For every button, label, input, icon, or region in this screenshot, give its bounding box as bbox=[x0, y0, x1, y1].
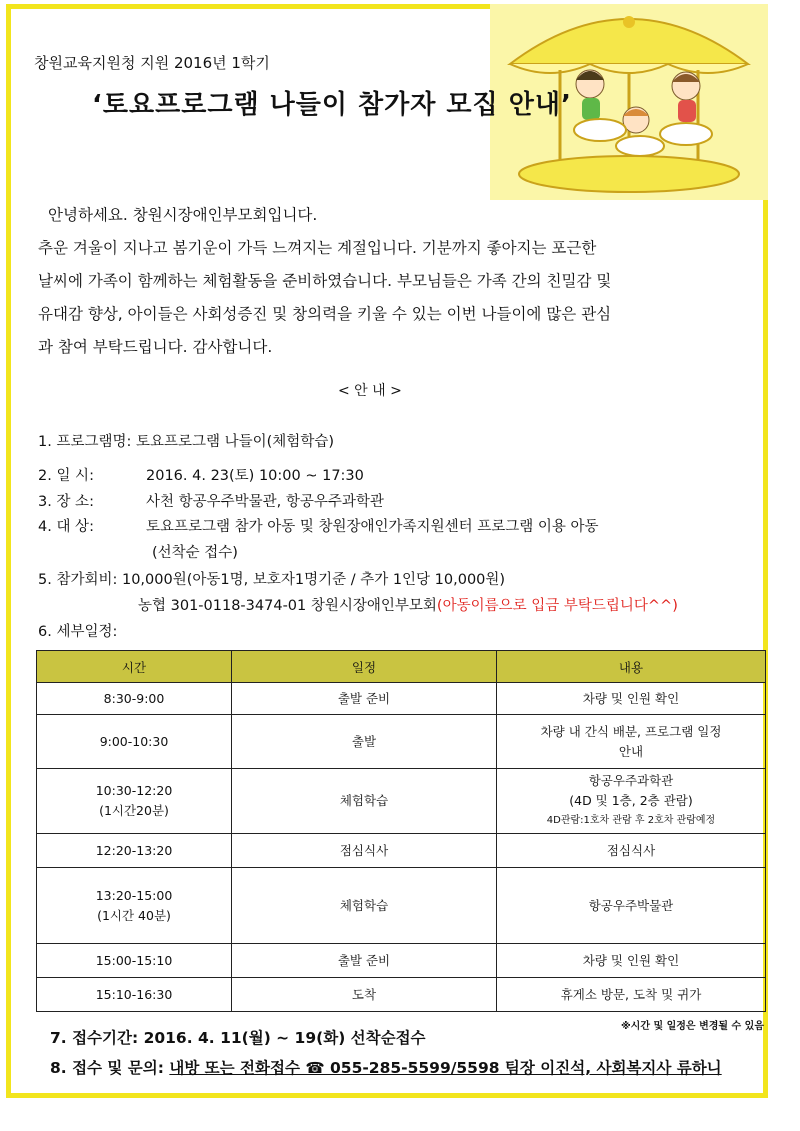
row-time: 15:00-15:10 bbox=[37, 944, 232, 978]
row-content: 휴게소 방문, 도착 및 귀가 bbox=[497, 978, 766, 1012]
item-account bbox=[138, 594, 678, 615]
time-duration: (1시간20분) bbox=[99, 803, 169, 818]
intro-line-1: 추운 겨울이 지나고 봄기운이 가득 느껴지는 계절입니다. 기분까지 좋아지는 포근한 bbox=[38, 239, 597, 257]
intro-line-2: 날씨에 가족이 함께하는 체험활동을 준비하였습니다. 부모님들은 가족 간의 친밀감 및 bbox=[38, 272, 612, 290]
content-line: 차량 내 간식 배분, 프로그램 일정 bbox=[540, 723, 722, 739]
row-time: 8:30-9:00 bbox=[37, 683, 232, 715]
section-title: < 안 내 > bbox=[338, 383, 402, 399]
period-value: 2016. 4. 11(월) ~ 19(화) 선착순접수 bbox=[143, 1029, 426, 1047]
table-header-row bbox=[37, 651, 766, 683]
footer-period bbox=[50, 1026, 426, 1048]
table-row bbox=[37, 715, 766, 769]
table-row bbox=[37, 944, 766, 978]
contact-value: 내방 또는 전화접수 ☎ 055-285-5599/5598 팀장 이진석, 사회복지사 류하니 bbox=[169, 1059, 722, 1077]
row-content bbox=[497, 769, 766, 834]
intro-line-4: 과 참여 부탁드립니다. 감사합니다. bbox=[38, 338, 273, 356]
row-plan: 도착 bbox=[232, 978, 497, 1012]
row-plan: 점심식사 bbox=[232, 834, 497, 868]
row-plan: 출발 준비 bbox=[232, 683, 497, 715]
row-plan: 출발 준비 bbox=[232, 944, 497, 978]
page-title: ‘토요프로그램 나들이 참가자 모집 안내’ bbox=[92, 90, 572, 120]
content-line: 4D관람:1호차 관람 후 2호차 관람예정 bbox=[546, 815, 716, 826]
row-content: 차량 및 인원 확인 bbox=[497, 944, 766, 978]
item-date-value: 2016. 4. 23(토) 10:00 ~ 17:30 bbox=[146, 468, 364, 484]
header-content: 내용 bbox=[497, 651, 766, 683]
intro-line-3: 유대감 향상, 아이들은 사회성증진 및 창의력을 키울 수 있는 이번 나들이에 많은 관심 bbox=[38, 305, 612, 323]
table-row bbox=[37, 868, 766, 944]
subtitle: 창원교육지원청 지원 2016년 1학기 bbox=[34, 54, 270, 72]
account-number: 농협 301-0118-3474-01 창원시장애인부모회 bbox=[138, 598, 437, 614]
table-row bbox=[37, 978, 766, 1012]
item-date-label: 2. 일 시: bbox=[38, 468, 94, 484]
content-line: (4D 및 1층, 2층 관람) bbox=[569, 793, 693, 808]
contact-label: 8. 접수 및 문의: bbox=[50, 1059, 164, 1077]
account-note: (아동이름으로 입금 부탁드립니다^^) bbox=[436, 598, 678, 614]
row-time: 12:20-13:20 bbox=[37, 834, 232, 868]
time-line: 10:30-12:20 bbox=[95, 783, 173, 798]
item-target-value: 토요프로그램 참가 아동 및 창원장애인가족지원센터 프로그램 이용 아동 bbox=[146, 519, 599, 535]
table-row bbox=[37, 683, 766, 715]
item-target-note: (선착순 접수) bbox=[152, 545, 238, 561]
schedule-note: ※시간 및 일정은 변경될 수 있음 bbox=[620, 1021, 764, 1032]
row-time: 9:00-10:30 bbox=[37, 715, 232, 769]
footer-contact bbox=[50, 1056, 722, 1078]
item-place-label: 3. 장 소: bbox=[38, 494, 94, 510]
row-plan: 체험학습 bbox=[232, 868, 497, 944]
row-content: 점심식사 bbox=[497, 834, 766, 868]
row-plan: 체험학습 bbox=[232, 769, 497, 834]
greeting: 안녕하세요. 창원시장애인부모회입니다. bbox=[48, 206, 318, 224]
row-content bbox=[497, 715, 766, 769]
row-content: 항공우주박물관 bbox=[497, 868, 766, 944]
header-plan: 일정 bbox=[232, 651, 497, 683]
item-place-value: 사천 항공우주박물관, 항공우주과학관 bbox=[146, 494, 384, 510]
header-time: 시간 bbox=[37, 651, 232, 683]
period-label: 7. 접수기간: bbox=[50, 1029, 139, 1047]
item-target-label: 4. 대 상: bbox=[38, 519, 94, 535]
time-line: 13:20-15:00 bbox=[95, 887, 173, 903]
row-plan: 출발 bbox=[232, 715, 497, 769]
row-content: 차량 및 인원 확인 bbox=[497, 683, 766, 715]
item-program: 1. 프로그램명: 토요프로그램 나들이(체험학습) bbox=[38, 434, 334, 450]
content-line: 항공우주과학관 bbox=[588, 773, 674, 788]
content-line: 안내 bbox=[618, 743, 644, 759]
row-time bbox=[37, 769, 232, 834]
table-row bbox=[37, 834, 766, 868]
item-schedule-label: 6. 세부일정: bbox=[38, 624, 118, 640]
table-row bbox=[37, 769, 766, 834]
time-duration: (1시간 40분) bbox=[97, 907, 171, 923]
row-time: 15:10-16:30 bbox=[37, 978, 232, 1012]
item-fee: 5. 참가회비: 10,000원(아동1명, 보호자1명기준 / 추가 1인당 10,000원) bbox=[38, 572, 506, 588]
schedule-table bbox=[36, 650, 766, 1012]
row-time bbox=[37, 868, 232, 944]
